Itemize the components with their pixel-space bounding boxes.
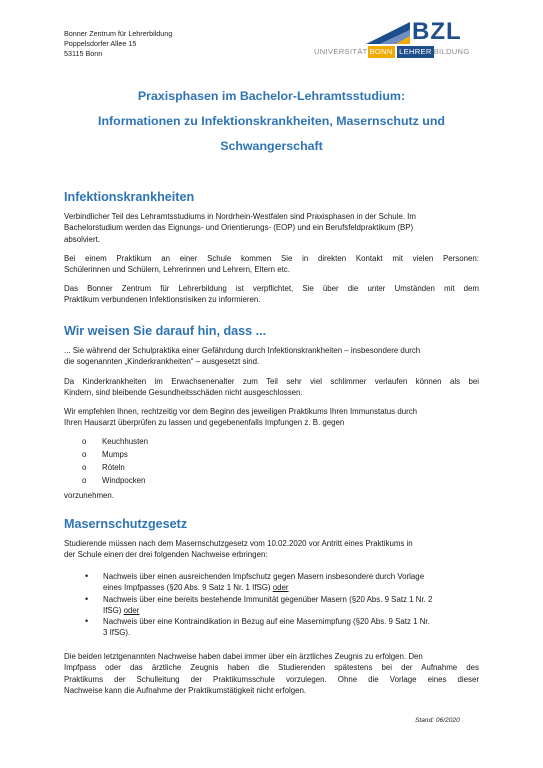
text-line: Da Kinderkrankheiten im Erwachsenenalter zum Teil sehr viel schlimmer verlaufen können als bei [64,377,479,386]
document-title-line: Informationen zu Infektionskrankheiten, Masernschutz und [98,114,445,128]
text-line: eines Impfpasses (§20 Abs. 9 Satz 1 Nr. 1 IfSG) [103,583,273,593]
evidence-list [82,571,479,639]
paragraph [64,283,479,306]
bullet-icon: • [85,616,89,627]
circle-bullet-icon: o [82,463,87,472]
logo-lehrer: LEHRER [399,47,432,56]
text-line: Bachelorstudium werden das Eignungs- und Orientierungs- (EOP) und ein Berufsfeldpraktikum (BP) [64,223,414,233]
text-line: der Schule einen der drei folgenden Nachweise erbringen: [64,550,268,560]
logo-bonn: BONN [369,47,393,56]
text-line: Das Bonner Zentrum für Lehrerbildung ist verpflichtet, Sie über die unter Umständen mit dem [64,284,479,293]
logo-wordmark [314,46,470,58]
circle-bullet-icon: o [82,437,87,446]
logo-bzl-text: BZL [412,18,462,45]
list-item-label: Windpocken [102,476,146,485]
text-line: Kindern, sind bleibende Gesundheitsschäden nicht ausgeschlossen. [64,388,303,398]
list-item [82,571,479,594]
text-line: Studierende müssen nach dem Masernschutzgesetz vom 10.02.2020 vor Antritt eines Praktikums in [64,539,413,548]
circle-bullet-icon: o [82,450,87,459]
text-line: Schülerinnen und Schülern, Lehrerinnen und Lehrern, Eltern etc. [64,265,290,275]
text-line: Nachweis über einen ausreichenden Impfschutz gegen Masern insbesondere durch Vorlage [103,572,425,581]
paragraph [64,651,479,696]
text-line: Verbindlicher Teil des Lehramtsstudiums in Nordrhein-Westfalen sind Praxisphasen in der Schule. Im [64,212,416,221]
list-item-label: Röteln [102,463,125,472]
text-line: Ihren Hausarzt überprüfen zu lassen und gegebenenfalls Impfungen z. B. gegen [64,418,345,428]
section-heading-infektionskrankheiten: Infektionskrankheiten [64,190,195,204]
address-line: Poppelsdorfer Allee 15 [64,39,137,49]
oder-connector: oder [123,605,140,615]
text-line: Praktikum verbundenen Infektionsrisiken zu informieren. [64,295,261,305]
list-item [82,461,148,474]
oder-connector: oder [272,583,289,593]
address-line: 53115 Bonn [64,49,103,59]
list-item [82,474,148,487]
document-date: Stand: 06/2020 [415,717,460,724]
text-line: Nachweise kann die Aufnahme der Praktikumstätigkeit nicht erfolgen. [64,685,307,695]
text-line: ... Sie während der Schulpraktika einer Gefährdung durch Infektionskrankheiten – insbesondere durch [64,346,421,355]
list-item-label: Keuchhusten [102,437,149,446]
text-line: absolviert. [64,234,100,244]
list-item [82,448,148,461]
address-line: Bonner Zentrum für Lehrerbildung [64,29,173,38]
text-line: Wir empfehlen Ihnen, rechtzeitig vor dem Beginn des jeweiligen Praktikums Ihren Immunstatus durch [64,407,418,416]
paragraph [64,376,479,399]
sender-address [64,29,172,60]
list-item-label: Mumps [102,450,128,459]
section-heading-hinweis: Wir weisen Sie darauf hin, dass ... [64,324,267,338]
text-line: Praktikums der Schulleitung der Praktikumsschule vorzulegen. Ohne die Vorlage eines dieser [64,674,479,684]
bullet-icon: • [85,571,89,581]
list-item [82,616,479,639]
bullet-icon: • [85,593,89,604]
document-title-line: Praxisphasen im Bachelor-Lehramtsstudium: [137,89,406,103]
list-item [82,435,148,448]
paragraph [64,253,479,276]
bzl-logo [314,18,490,60]
paragraph [64,211,479,245]
logo-mark-icon [366,22,410,44]
section-heading-masernschutzgesetz: Masernschutzgesetz [64,517,188,531]
list-item [82,594,479,617]
text-line: Nachweis über eine Kontraindikation in Bezug auf eine Masernimpfung (§20 Abs. 9 Satz 1 Nr. [103,617,430,627]
logo-bildung: BILDUNG [433,47,470,56]
text-line: Impfpass oder das ärztliche Zeugnis haben die Studierenden spätestens bei der Aufnahme des [64,663,479,673]
disease-list [82,435,148,487]
text-line: Bei einem Praktikum an einer Schule kommen Sie in direkten Kontakt mit vielen Personen: [64,254,479,263]
text-line: 3 IfSG). [103,628,131,638]
circle-bullet-icon: o [82,476,87,485]
text-line: Nachweis über eine bereits bestehende Immunität gegenüber Masern (§20 Abs. 9 Satz 1 Nr. 2 [103,594,433,604]
paragraph [64,490,479,501]
text-line: die sogenannten „Kinderkrankheiten“ – ausgesetzt sind. [64,357,260,367]
paragraph [64,538,479,561]
text-line: vorzunehmen. [64,491,115,500]
document-title-line: Schwangerschaft [220,139,323,153]
paragraph [64,345,479,368]
text-line: IfSG) [103,605,124,615]
paragraph [64,406,479,429]
text-line: Die beiden letztgenannten Nachweise haben dabei immer über ein ärztliches Zeugnis zu erfolgen. Den [64,652,423,661]
logo-universitaet: UNIVERSITÄT [314,47,368,56]
